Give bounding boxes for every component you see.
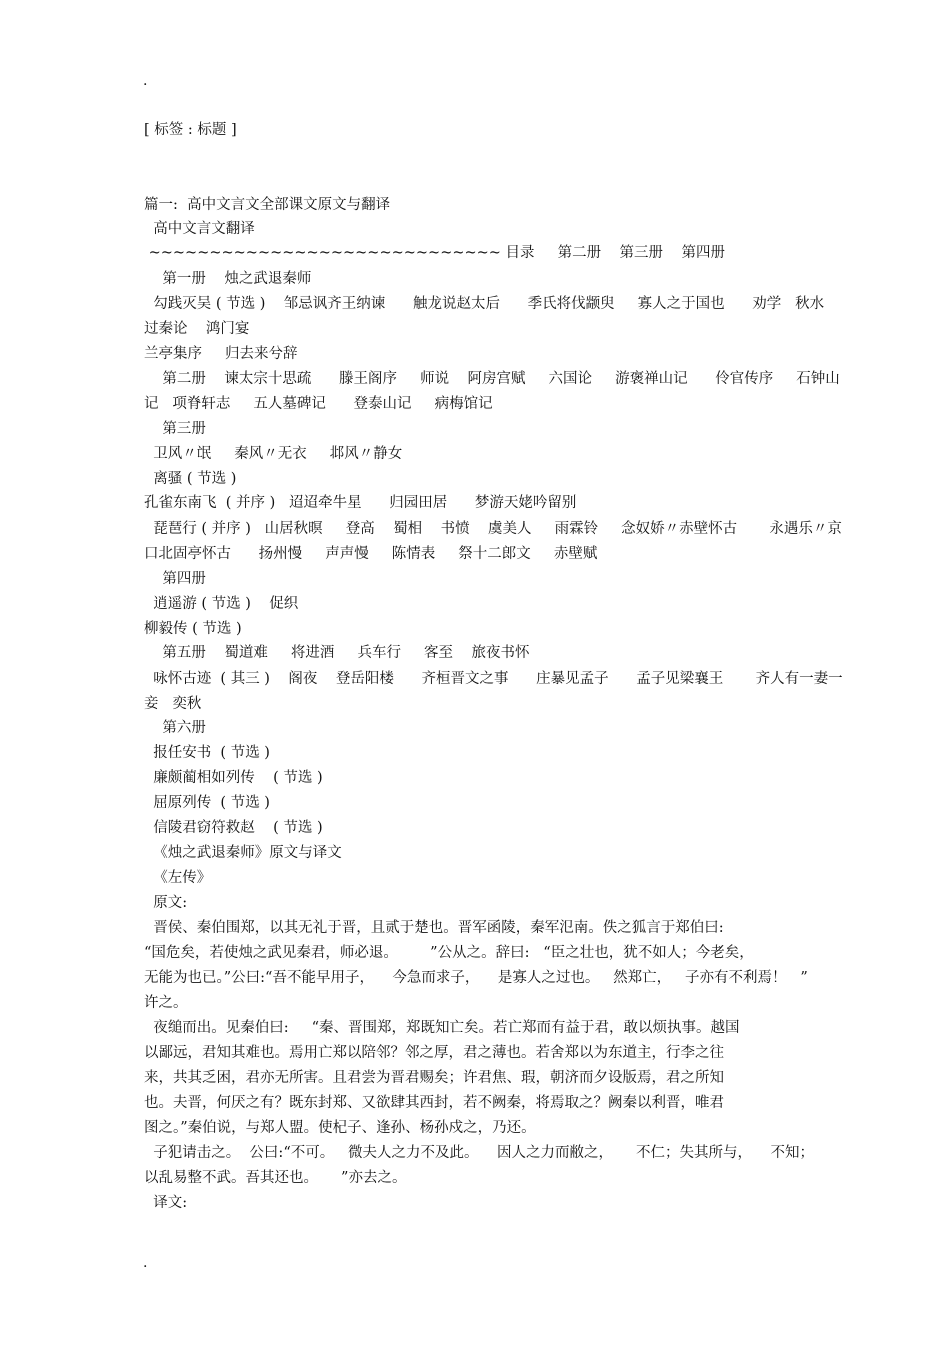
text-line: 卫风〃氓 秦风〃无衣 邶风〃静女 (144, 446, 403, 462)
text-line: 第三册 (144, 421, 206, 437)
text-line: 夜缒而出。见秦伯曰: “秦、晋围郑，郑既知亡矣。若亡郑而有益于君，敢以烦执事。越国 (144, 1020, 740, 1036)
text-line: 子犯请击之。 公曰:“不可。 微夫人之力不及此。 因人之力而敝之， 不仁；失其所与， 不知； (144, 1145, 814, 1161)
text-line: 来，共其乏困，君亦无所害。且君尝为晋君赐矣；许君焦、瑕，朝济而夕设版焉，君之所知 (144, 1070, 724, 1086)
text-line: 高中文言文翻译 (144, 221, 255, 237)
text-line: 咏怀古迹 ( 其三 ) 阁夜 登岳阳楼 齐桓晋文之事 庄暴见孟子 孟子见梁襄王 齐人有一妻一 (144, 671, 843, 687)
text-line: ~~~~~~~~~~~~~~~~~~~~~~~~~~~~~ 目录 第二册 第三册 第四册 (144, 245, 725, 261)
text-line: 孔雀东南飞 ( 并序 ) 迢迢牵牛星 归园田居 梦游天姥吟留别 (144, 495, 577, 511)
text-line: 第五册 蜀道难 将进酒 兵车行 客至 旅夜书怀 (144, 645, 530, 661)
text-line: 过秦论 鸿门宴 (144, 321, 250, 337)
text-line: 也。夫晋，何厌之有？既东封郑、又欲肆其西封，若不阙秦，将焉取之？阙秦以利晋，唯君 (144, 1095, 724, 1111)
text-line: 以鄙远，君知其难也。焉用亡郑以陪邻？邻之厚，君之薄也。若舍郑以为东道主，行李之往 (144, 1045, 724, 1061)
text-line: 译文: (144, 1195, 188, 1211)
text-line: 兰亭集序 归去来兮辞 (144, 346, 298, 362)
text-line: 第六册 (144, 720, 206, 736)
text-line: 逍遥游 ( 节选 ) 促织 (144, 596, 299, 612)
text-line: 记 项脊轩志 五人墓碑记 登泰山记 病梅馆记 (144, 396, 493, 412)
text-line: 离骚 ( 节选 ) (144, 471, 237, 487)
text-line: 信陵君窃符救赵 ( 节选 ) (144, 820, 323, 836)
text-line: “国危矣，若使烛之武见秦君，师必退。 ”公从之。辞曰: “臣之壮也，犹不如人；今老矣， (144, 945, 754, 961)
text-line: 妾 奕秋 (144, 696, 202, 712)
text-line: 原文: (144, 895, 188, 911)
text-line: 第四册 (144, 571, 206, 587)
text-line: 勾践灭吴 ( 节选 ) 邹忌讽齐王纳谏 触龙说赵太后 季氏将伐颛臾 寡人之于国也 劝学 秋水 (144, 296, 825, 312)
text-line: 第一册 烛之武退秦师 (144, 271, 312, 287)
text-line: 无能为也已。”公曰:“吾不能早用子， 今急而求子， 是寡人之过也。 然郑亡， 子亦有不利焉！ ” (144, 970, 808, 986)
text-line: 报任安书 ( 节选 ) (144, 745, 270, 761)
header-dot: . (143, 73, 148, 89)
footer-dot: . (143, 1255, 148, 1271)
text-line: 屈原列传 ( 节选 ) (144, 795, 270, 811)
text-line: 琵琶行 ( 并序 ) 山居秋暝 登高 蜀相 书愤 虞美人 雨霖铃 念奴娇〃赤壁怀古 永遇乐〃京 (144, 521, 842, 537)
text-line: 以乱易整不武。吾其还也。 ”亦去之。 (144, 1170, 407, 1186)
text-line: 篇一: 高中文言文全部课文原文与翻译 (144, 197, 391, 213)
text-line: 许之。 (144, 995, 188, 1011)
text-line: 廉颇蔺相如列传 ( 节选 ) (144, 770, 323, 786)
text-line: 第二册 谏太宗十思疏 滕王阁序 师说 阿房宫赋 六国论 游褒禅山记 伶官传序 石钟山 (144, 371, 840, 387)
text-line: 《左传》 (144, 870, 212, 886)
text-line: 《烛之武退秦师》原文与译文 (144, 845, 342, 861)
text-line: [ 标签 : 标题 ] (144, 122, 237, 138)
text-line: 晋侯、秦伯围郑，以其无礼于晋，且贰于楚也。晋军函陵，秦军氾南。佚之狐言于郑伯曰: (144, 920, 724, 936)
text-line: 图之。”秦伯说，与郑人盟。使杞子、逢孙、杨孙戍之，乃还。 (144, 1120, 536, 1136)
text-line: 口北固亭怀古 扬州慢 声声慢 陈情表 祭十二郎文 赤壁赋 (144, 546, 598, 562)
text-line: 柳毅传 ( 节选 ) (144, 621, 242, 637)
